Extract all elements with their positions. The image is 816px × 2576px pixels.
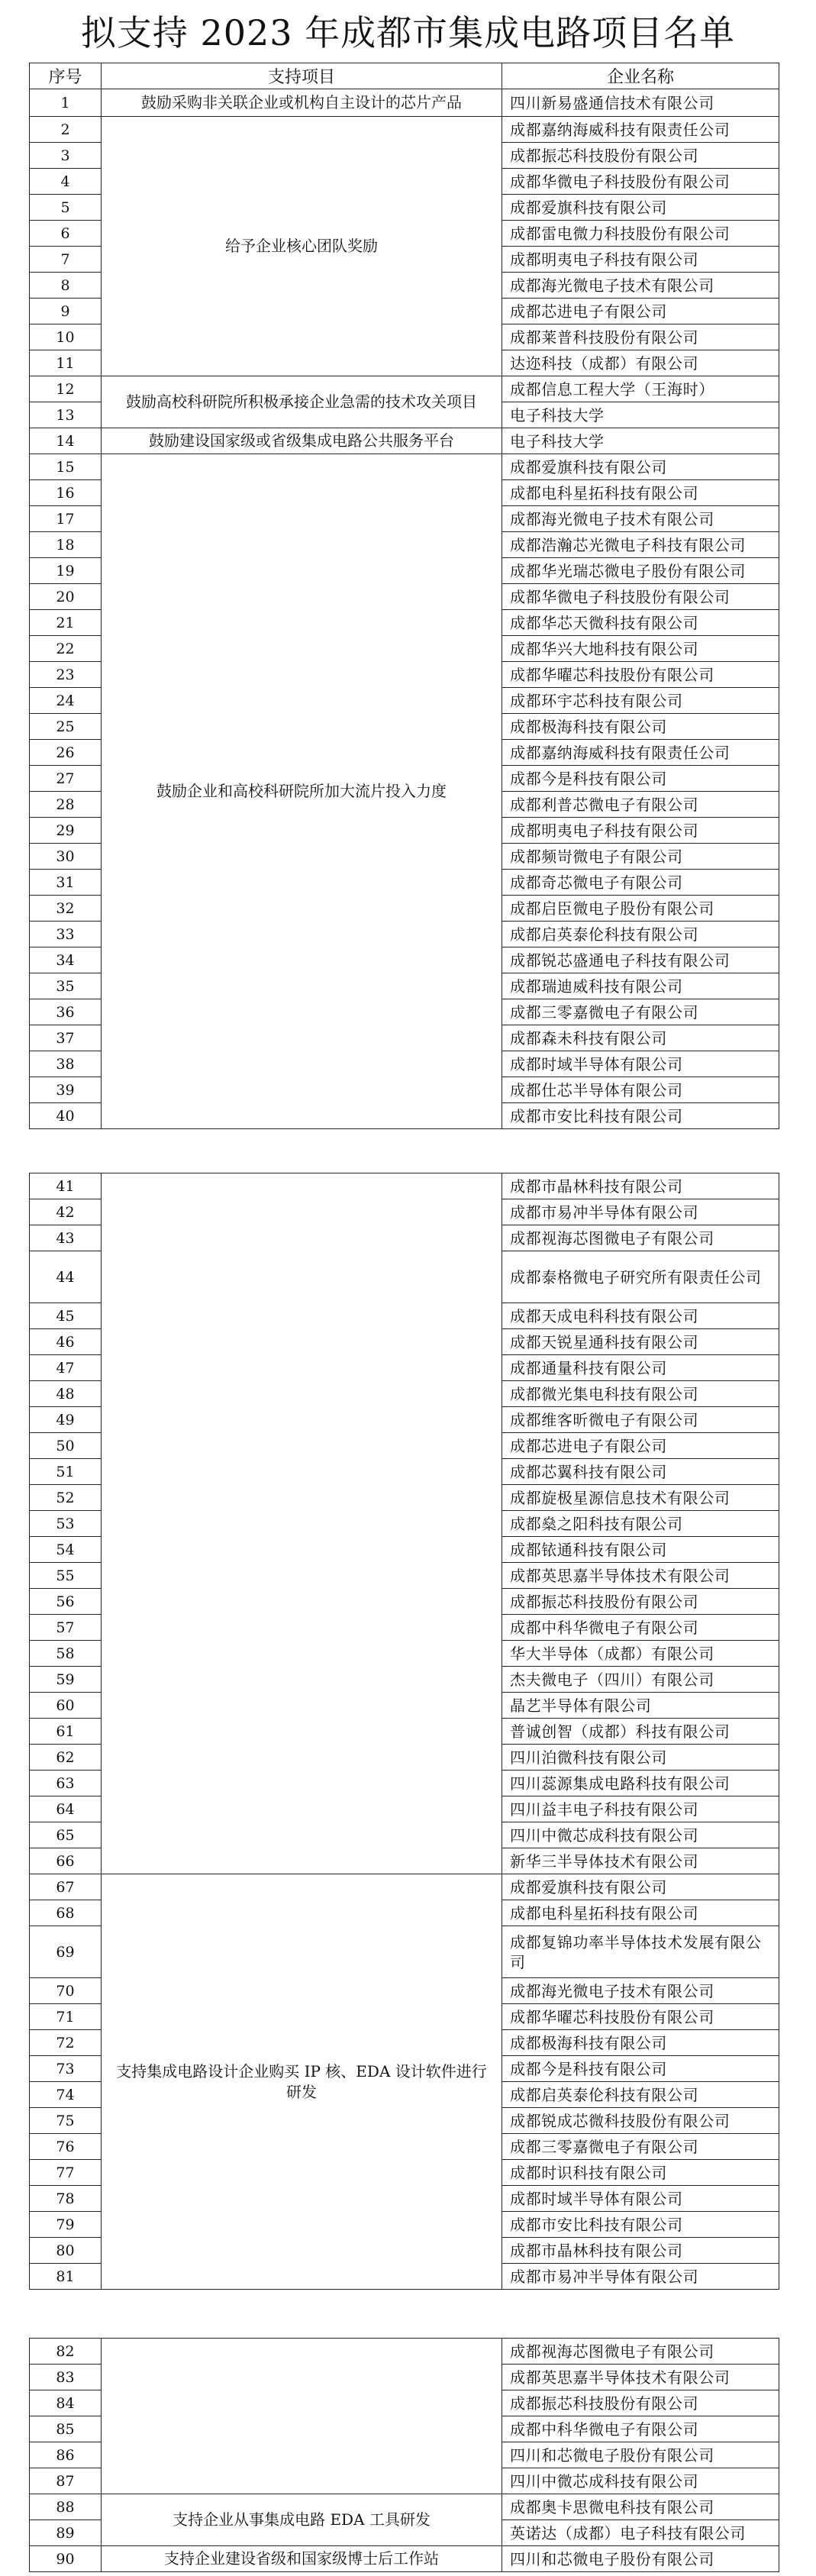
table-row: [30, 454, 779, 480]
company-name: 成都振芯科技股份有限公司: [502, 143, 779, 169]
row-no: 53: [30, 1511, 102, 1537]
company-name: 成都芯进电子有限公司: [502, 299, 779, 324]
company-name: 四川和芯微电子股份有限公司: [502, 2546, 779, 2572]
company-name: 成都市晶林科技有限公司: [502, 1173, 779, 1199]
row-no: 26: [30, 740, 102, 766]
row-no: 69: [30, 1926, 102, 1978]
row-no: 78: [30, 2186, 102, 2212]
row-no: 84: [30, 2390, 102, 2416]
company-name: 成都振芯科技股份有限公司: [502, 1589, 779, 1615]
company-name: 成都爱旗科技有限公司: [502, 454, 779, 480]
row-no: 32: [30, 896, 102, 922]
row-no: 75: [30, 2108, 102, 2134]
company-name: 成都信息工程大学（王海时）: [502, 376, 779, 402]
row-no: 70: [30, 1978, 102, 2004]
row-no: 4: [30, 169, 102, 195]
company-name: 成都英思嘉半导体技术有限公司: [502, 2365, 779, 2390]
company-name: 成都复锦功率半导体技术发展有限公司: [502, 1926, 779, 1978]
company-name: 成都华曜芯科技股份有限公司: [502, 662, 779, 688]
support-item: [102, 1173, 502, 1874]
row-no: 35: [30, 973, 102, 999]
row-no: 5: [30, 195, 102, 221]
row-no: 80: [30, 2238, 102, 2264]
company-name: 四川泊微科技有限公司: [502, 1745, 779, 1771]
company-name: 成都三零嘉微电子有限公司: [502, 999, 779, 1025]
row-no: 43: [30, 1225, 102, 1251]
row-no: 42: [30, 1199, 102, 1225]
company-name: 普诚创智（成都）科技有限公司: [502, 1719, 779, 1745]
support-item: 鼓励建设国家级或省级集成电路公共服务平台: [102, 428, 502, 454]
row-no: 19: [30, 558, 102, 584]
company-name: 成都旋极星源信息技术有限公司: [502, 1485, 779, 1511]
company-name: 电子科技大学: [502, 428, 779, 454]
header-company: 企业名称: [502, 63, 779, 89]
row-no: 52: [30, 1485, 102, 1511]
row-no: 9: [30, 299, 102, 324]
document-title: 拟支持 2023 年成都市集成电路项目名单: [80, 12, 736, 53]
table-row: [30, 2546, 779, 2572]
header-no: 序号: [30, 63, 102, 89]
company-name: 成都铱通科技有限公司: [502, 1537, 779, 1563]
row-no: 64: [30, 1796, 102, 1822]
company-name: 成都华光瑞芯微电子股份有限公司: [502, 558, 779, 584]
company-name: 成都启英泰伦科技有限公司: [502, 2082, 779, 2108]
company-name: 成都燊之阳科技有限公司: [502, 1511, 779, 1537]
company-name: 成都时域半导体有限公司: [502, 2186, 779, 2212]
company-name: 成都市安比科技有限公司: [502, 1103, 779, 1129]
row-no: 10: [30, 324, 102, 350]
support-item: 鼓励高校科研院所积极承接企业急需的技术攻关项目: [102, 376, 502, 428]
row-no: 39: [30, 1077, 102, 1103]
company-name: 成都启英泰伦科技有限公司: [502, 922, 779, 947]
company-name: 成都泰格微电子研究所有限责任公司: [502, 1251, 779, 1303]
company-name: 成都维客昕微电子有限公司: [502, 1407, 779, 1433]
row-no: 2: [30, 117, 102, 143]
company-name: 成都启臣微电子股份有限公司: [502, 896, 779, 922]
row-no: 16: [30, 480, 102, 506]
row-no: 82: [30, 2339, 102, 2365]
company-name: 成都市安比科技有限公司: [502, 2212, 779, 2238]
row-no: 40: [30, 1103, 102, 1129]
row-no: 59: [30, 1667, 102, 1693]
table-row: [30, 2494, 779, 2520]
row-no: 49: [30, 1407, 102, 1433]
company-name: 成都极海科技有限公司: [502, 714, 779, 740]
row-no: 58: [30, 1641, 102, 1667]
company-name: 成都市易冲半导体有限公司: [502, 1199, 779, 1225]
row-no: 14: [30, 428, 102, 454]
row-no: 85: [30, 2416, 102, 2442]
table-row: [30, 376, 779, 402]
row-no: 89: [30, 2520, 102, 2546]
row-no: 25: [30, 714, 102, 740]
row-no: 50: [30, 1433, 102, 1459]
row-no: 87: [30, 2468, 102, 2494]
support-item: 支持企业建设省级和国家级博士后工作站: [102, 2546, 502, 2572]
table-part-2: [29, 1173, 779, 2290]
row-no: 90: [30, 2546, 102, 2572]
company-name: 四川益丰电子科技有限公司: [502, 1796, 779, 1822]
company-name: 成都爱旗科技有限公司: [502, 1874, 779, 1900]
company-name: 达迩科技（成都）有限公司: [502, 350, 779, 376]
row-no: 22: [30, 636, 102, 662]
row-no: 74: [30, 2082, 102, 2108]
company-name: 成都三零嘉微电子有限公司: [502, 2134, 779, 2160]
company-name: 成都锐成芯微科技股份有限公司: [502, 2108, 779, 2134]
row-no: 62: [30, 1745, 102, 1771]
company-name: 成都振芯科技股份有限公司: [502, 2390, 779, 2416]
row-no: 56: [30, 1589, 102, 1615]
company-name: 成都明夷电子科技有限公司: [502, 818, 779, 844]
table-part-3: [29, 2338, 779, 2572]
support-item: 支持企业从事集成电路 EDA 工具研发: [102, 2494, 502, 2546]
row-no: 72: [30, 2030, 102, 2056]
row-no: 57: [30, 1615, 102, 1641]
row-no: 63: [30, 1771, 102, 1796]
company-name: 四川中微芯成科技有限公司: [502, 2468, 779, 2494]
company-name: 成都瑞迪威科技有限公司: [502, 973, 779, 999]
company-name: 杰夫微电子（四川）有限公司: [502, 1667, 779, 1693]
company-name: 电子科技大学: [502, 402, 779, 428]
table-header-row: [30, 63, 779, 89]
row-no: 41: [30, 1173, 102, 1199]
row-no: 21: [30, 610, 102, 636]
table-row: [30, 2339, 779, 2365]
row-no: 86: [30, 2442, 102, 2468]
company-name: 成都环宇芯科技有限公司: [502, 688, 779, 714]
row-no: 77: [30, 2160, 102, 2186]
company-name: 成都华芯天微科技有限公司: [502, 610, 779, 636]
project-table-3: [29, 2338, 779, 2572]
project-table-1: [29, 63, 779, 1129]
company-name: 成都海光微电子技术有限公司: [502, 273, 779, 299]
row-no: 68: [30, 1900, 102, 1926]
company-name: 成都莱普科技股份有限公司: [502, 324, 779, 350]
company-name: 成都仕芯半导体有限公司: [502, 1077, 779, 1103]
table-row: [30, 89, 779, 117]
row-no: 37: [30, 1025, 102, 1051]
table-part-1: [29, 63, 779, 1129]
company-name: 成都中科华微电子有限公司: [502, 2416, 779, 2442]
row-no: 18: [30, 532, 102, 558]
company-name: 成都视海芯图微电子有限公司: [502, 1225, 779, 1251]
row-no: 8: [30, 273, 102, 299]
company-name: 成都天成电科科技有限公司: [502, 1303, 779, 1329]
company-name: 成都市晶林科技有限公司: [502, 2238, 779, 2264]
company-name: 成都视海芯图微电子有限公司: [502, 2339, 779, 2365]
table-row: [30, 1173, 779, 1199]
row-no: 88: [30, 2494, 102, 2520]
row-no: 34: [30, 947, 102, 973]
row-no: 29: [30, 818, 102, 844]
company-name: 成都浩瀚芯光微电子科技有限公司: [502, 532, 779, 558]
support-item: 鼓励采购非关联企业或机构自主设计的芯片产品: [102, 89, 502, 117]
company-name: 成都时域半导体有限公司: [502, 1051, 779, 1077]
company-name: 成都华兴大地科技有限公司: [502, 636, 779, 662]
company-name: 四川新易盛通信技术有限公司: [502, 89, 779, 117]
table-row: [30, 117, 779, 143]
table-row: [30, 428, 779, 454]
company-name: 成都嘉纳海威科技有限责任公司: [502, 740, 779, 766]
row-no: 17: [30, 506, 102, 532]
row-no: 48: [30, 1381, 102, 1407]
company-name: 成都明夷电子科技有限公司: [502, 247, 779, 273]
company-name: 成都雷电微力科技股份有限公司: [502, 221, 779, 247]
company-name: 英诺达（成都）电子科技有限公司: [502, 2520, 779, 2546]
row-no: 61: [30, 1719, 102, 1745]
row-no: 44: [30, 1251, 102, 1303]
row-no: 55: [30, 1563, 102, 1589]
company-name: 四川中微芯成科技有限公司: [502, 1822, 779, 1848]
row-no: 23: [30, 662, 102, 688]
company-name: 成都森未科技有限公司: [502, 1025, 779, 1051]
company-name: 成都华曜芯科技股份有限公司: [502, 2004, 779, 2030]
support-item: 给予企业核心团队奖励: [102, 117, 502, 376]
company-name: 成都极海科技有限公司: [502, 2030, 779, 2056]
row-no: 45: [30, 1303, 102, 1329]
row-no: 30: [30, 844, 102, 870]
row-no: 51: [30, 1459, 102, 1485]
row-no: 47: [30, 1355, 102, 1381]
row-no: 79: [30, 2212, 102, 2238]
company-name: 成都爱旗科技有限公司: [502, 195, 779, 221]
company-name: 成都芯翼科技有限公司: [502, 1459, 779, 1485]
company-name: 成都海光微电子技术有限公司: [502, 1978, 779, 2004]
company-name: 华大半导体（成都）有限公司: [502, 1641, 779, 1667]
company-name: 成都奇芯微电子有限公司: [502, 870, 779, 896]
company-name: 成都电科星拓科技有限公司: [502, 480, 779, 506]
row-no: 65: [30, 1822, 102, 1848]
header-item: 支持项目: [102, 63, 502, 89]
row-no: 11: [30, 350, 102, 376]
row-no: 76: [30, 2134, 102, 2160]
company-name: 成都微光集电科技有限公司: [502, 1381, 779, 1407]
row-no: 46: [30, 1329, 102, 1355]
row-no: 27: [30, 766, 102, 792]
row-no: 83: [30, 2365, 102, 2390]
company-name: 成都通量科技有限公司: [502, 1355, 779, 1381]
company-name: 新华三半导体技术有限公司: [502, 1848, 779, 1874]
row-no: 15: [30, 454, 102, 480]
company-name: 成都锐芯盛通电子科技有限公司: [502, 947, 779, 973]
row-no: 12: [30, 376, 102, 402]
company-name: 成都今是科技有限公司: [502, 2056, 779, 2082]
company-name: 成都海光微电子技术有限公司: [502, 506, 779, 532]
company-name: 成都利普芯微电子有限公司: [502, 792, 779, 818]
row-no: 24: [30, 688, 102, 714]
row-no: 38: [30, 1051, 102, 1077]
row-no: 20: [30, 584, 102, 610]
row-no: 1: [30, 89, 102, 117]
company-name: 四川蕊源集成电路科技有限公司: [502, 1771, 779, 1796]
support-item: [102, 2339, 502, 2494]
company-name: 成都华微电子科技股份有限公司: [502, 584, 779, 610]
support-item: 鼓励企业和高校科研院所加大流片投入力度: [102, 454, 502, 1129]
row-no: 67: [30, 1874, 102, 1900]
company-name: 成都今是科技有限公司: [502, 766, 779, 792]
row-no: 31: [30, 870, 102, 896]
company-name: 成都中科华微电子有限公司: [502, 1615, 779, 1641]
company-name: 成都嘉纳海威科技有限责任公司: [502, 117, 779, 143]
company-name: 成都市易冲半导体有限公司: [502, 2264, 779, 2290]
company-name: 成都频岢微电子有限公司: [502, 844, 779, 870]
company-name: 成都奥卡思微电科技有限公司: [502, 2494, 779, 2520]
company-name: 四川和芯微电子股份有限公司: [502, 2442, 779, 2468]
row-no: 73: [30, 2056, 102, 2082]
company-name: 晶艺半导体有限公司: [502, 1693, 779, 1719]
company-name: 成都电科星拓科技有限公司: [502, 1900, 779, 1926]
row-no: 6: [30, 221, 102, 247]
row-no: 13: [30, 402, 102, 428]
row-no: 54: [30, 1537, 102, 1563]
company-name: 成都华微电子科技股份有限公司: [502, 169, 779, 195]
row-no: 60: [30, 1693, 102, 1719]
table-row: [30, 1874, 779, 1900]
support-item: 支持集成电路设计企业购买 IP 核、EDA 设计软件进行研发: [102, 1874, 502, 2290]
company-name: 成都时识科技有限公司: [502, 2160, 779, 2186]
project-table-2: [29, 1173, 779, 2290]
company-name: 成都天锐星通科技有限公司: [502, 1329, 779, 1355]
row-no: 33: [30, 922, 102, 947]
row-no: 66: [30, 1848, 102, 1874]
row-no: 71: [30, 2004, 102, 2030]
row-no: 3: [30, 143, 102, 169]
company-name: 成都芯进电子有限公司: [502, 1433, 779, 1459]
company-name: 成都英思嘉半导体技术有限公司: [502, 1563, 779, 1589]
row-no: 7: [30, 247, 102, 273]
row-no: 36: [30, 999, 102, 1025]
row-no: 81: [30, 2264, 102, 2290]
row-no: 28: [30, 792, 102, 818]
